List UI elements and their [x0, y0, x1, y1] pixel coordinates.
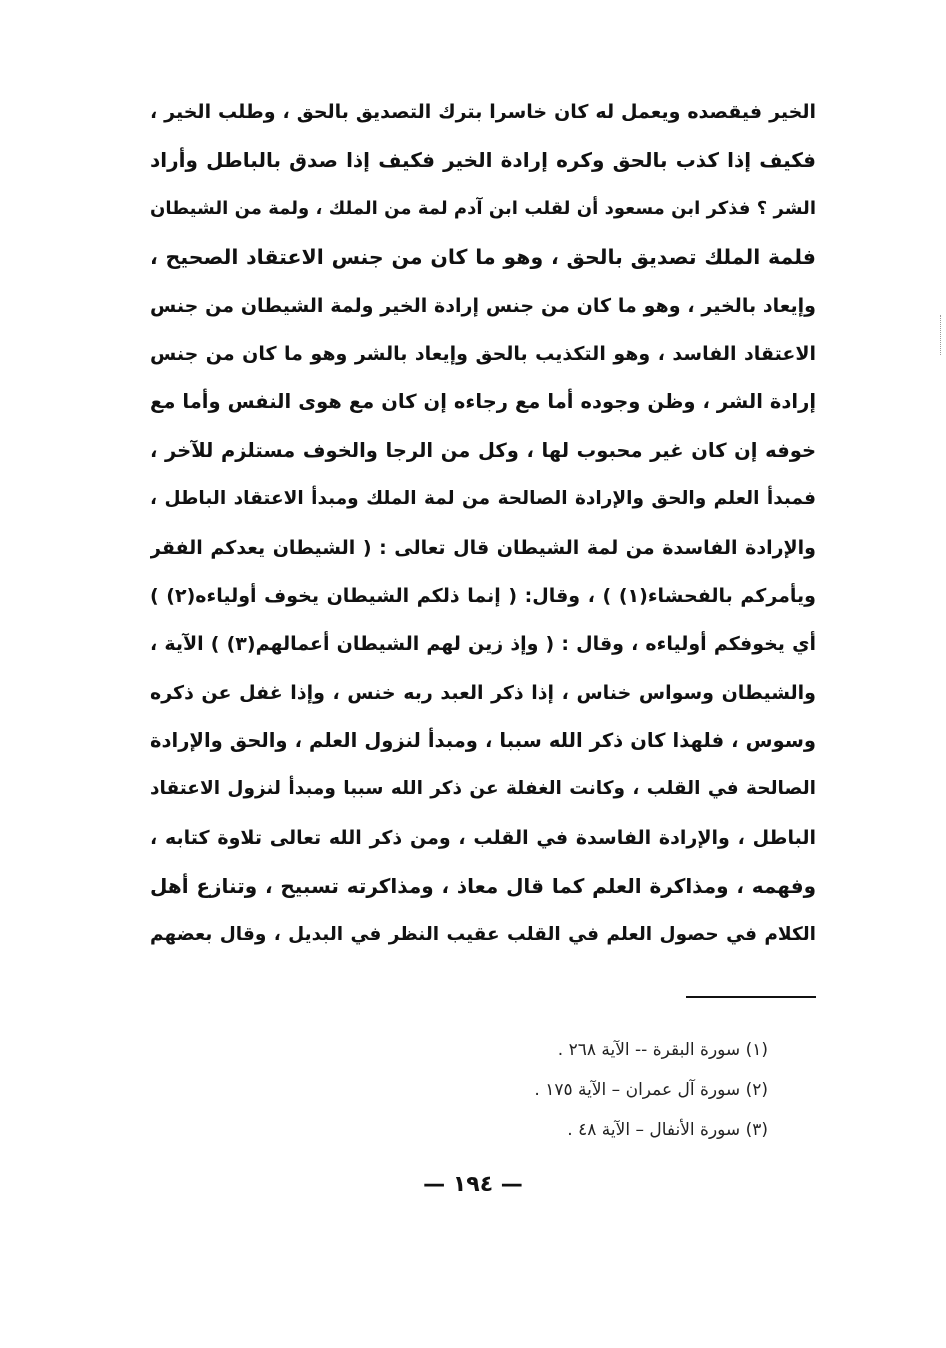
footnotes [348, 1030, 768, 1150]
footnote-item: (١) سورة البقرة -- الآية ٢٦٨ . [557, 1040, 768, 1060]
text-line: وإيعاد بالخير ، وهو ما كان من جنس إرادة الخير ولمة الشيطان من جنس [150, 294, 816, 317]
text-line: الشر ؟ فذكر ابن مسعود أن لقلب ابن آدم لمة من الملك ، ولمة من الشيطان [150, 197, 816, 219]
text-line: والإرادة الفاسدة من لمة الشيطان قال تعالى : ( الشيطان يعدكم الفقر [150, 536, 816, 559]
text-line: والشيطان وسواس خناس ، إذا ذكر العبد ربه خنس ، وإذا غفل عن ذكره [150, 681, 816, 704]
text-line: وفهمه ، ومذاكرة العلم كما قال معاذ ، ومذاكرته تسبيح ، وتنازع أهل [150, 874, 816, 899]
text-line: خوفه إن كان غير محبوب لها ، وكل من الرجا والخوف مستلزم للآخر ، [150, 438, 816, 462]
text-line: ويأمركم بالفحشاء(١) ) ، وقال: ( إنما ذلكم الشيطان يخوف أولياءه(٢) ) [150, 584, 816, 607]
text-line: فلمة الملك تصديق بالحق ، وهو ما كان من جنس الاعتقاد الصحيح ، [150, 245, 816, 270]
page-number: — ١٩٤ — [423, 1172, 523, 1197]
text-line: الصالحة في القلب ، وكانت الغفلة عن ذكر الله سببا ومبدأ لنزول الاعتقاد [150, 778, 816, 800]
footnote-item: (٢) سورة آل عمران – الآية ١٧٥ . [534, 1080, 768, 1100]
scan-edge-mark [940, 315, 943, 355]
text-line: وسوس ، فلهذا كان ذكر الله سببا ، ومبدأ لنزول العلم ، والحق والإرادة [150, 729, 816, 753]
footnote-item: (٣) سورة الأنفال – الآية ٤٨ . [567, 1120, 768, 1140]
text-line: فكيف إذا كذب بالحق وكره إرادة الخير فكيف إذا صدق بالباطل وأراد [150, 148, 816, 173]
text-line: الباطل ، والإرادة الفاسدة في القلب ، ومن ذكر الله تعالى تلاوة كتابه ، [150, 826, 816, 849]
main-text-block [150, 88, 816, 959]
text-line: إرادة الشر ، وظن وجوده أما مع رجاءه إن كان مع هوى النفس وأما مع [150, 390, 816, 414]
footnote-divider [686, 996, 816, 998]
text-line: الكلام في حصول العلم في القلب عقيب النظر في البديل ، وقال بعضهم [150, 923, 816, 945]
text-line: الاعتقاد الفاسد ، وهو التكذيب بالحق وإيعاد بالشر وهو ما كان من جنس [150, 342, 816, 365]
text-line: الخير فيقصده ويعمل له كان خاسرا بترك التصديق بالحق ، وطلب الخير ، [150, 101, 816, 123]
text-line: فمبدأ العلم والحق والإرادة الصالحة من لمة الملك ومبدأ الاعتقاد الباطل ، [150, 488, 816, 510]
text-line: أي يخوفكم أولياءه ، وقال : ( وإذ زين لهم الشيطان أعمالهم(٣) ) الآية ، [150, 633, 816, 656]
